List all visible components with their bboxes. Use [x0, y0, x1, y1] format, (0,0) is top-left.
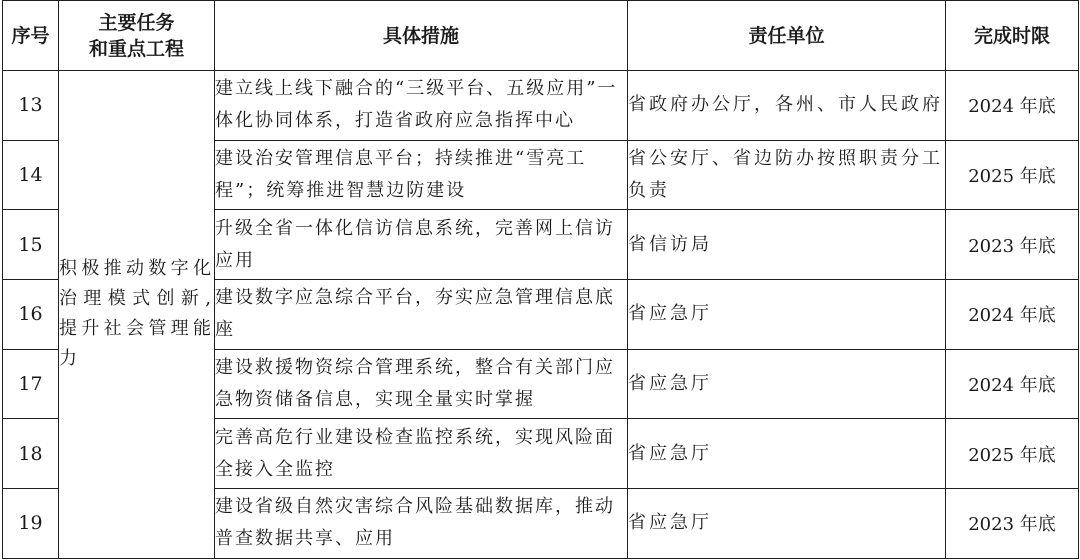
- responsible-unit-cell: 省应急厅: [628, 280, 946, 350]
- measure-cell: 建设省级自然灾害综合风险基础数据库，推动普查数据共享、应用: [215, 489, 628, 559]
- deadline-cell: 2023 年底: [946, 489, 1079, 559]
- measure-cell: 建设救援物资综合管理系统，整合有关部门应急物资储备信息，实现全量实时掌握: [215, 349, 628, 419]
- header-measure: 具体措施: [215, 1, 628, 71]
- deadline-cell: 2025 年底: [946, 419, 1079, 489]
- row-number: 14: [3, 140, 59, 210]
- deadline-cell: 2024 年底: [946, 349, 1079, 419]
- deadline-cell: 2024 年底: [946, 71, 1079, 141]
- row-number: 18: [3, 419, 59, 489]
- measure-cell: 建立线上线下融合的“三级平台、五级应用”一体化协同体系，打造省政府应急指挥中心: [215, 71, 628, 141]
- deadline-cell: 2024 年底: [946, 280, 1079, 350]
- row-number: 15: [3, 210, 59, 280]
- responsible-unit-cell: 省应急厅: [628, 489, 946, 559]
- measure-cell: 升级全省一体化信访信息系统，完善网上信访应用: [215, 210, 628, 280]
- measure-cell: 建设数字应急综合平台，夯实应急管理信息底座: [215, 280, 628, 350]
- responsible-unit-cell: 省公安厅、省边防办按照职责分工负责: [628, 140, 946, 210]
- row-number: 19: [3, 489, 59, 559]
- row-number: 17: [3, 349, 59, 419]
- row-number: 13: [3, 71, 59, 141]
- header-no: 序号: [3, 1, 59, 71]
- deadline-cell: 2025 年底: [946, 140, 1079, 210]
- responsible-unit-cell: 省应急厅: [628, 419, 946, 489]
- responsible-unit-cell: 省政府办公厅，各州、市人民政府: [628, 71, 946, 141]
- header-unit: 责任单位: [628, 1, 946, 71]
- task-group-cell: 积极推动数字化治理模式创新,提升社会管理能力: [59, 71, 215, 559]
- header-deadline: 完成时限: [946, 1, 1079, 71]
- task-table: [2, 0, 1079, 559]
- measure-cell: 完善高危行业建设检查监控系统，实现风险面全接入全监控: [215, 419, 628, 489]
- table-header-row: [3, 1, 1079, 71]
- table-row: [3, 71, 1079, 141]
- measure-cell: 建设治安管理信息平台；持续推进“雪亮工程”；统筹推进智慧边防建设: [215, 140, 628, 210]
- responsible-unit-cell: 省应急厅: [628, 349, 946, 419]
- row-number: 16: [3, 280, 59, 350]
- deadline-cell: 2023 年底: [946, 210, 1079, 280]
- responsible-unit-cell: 省信访局: [628, 210, 946, 280]
- header-task: 主要任务 和重点工程: [59, 1, 215, 71]
